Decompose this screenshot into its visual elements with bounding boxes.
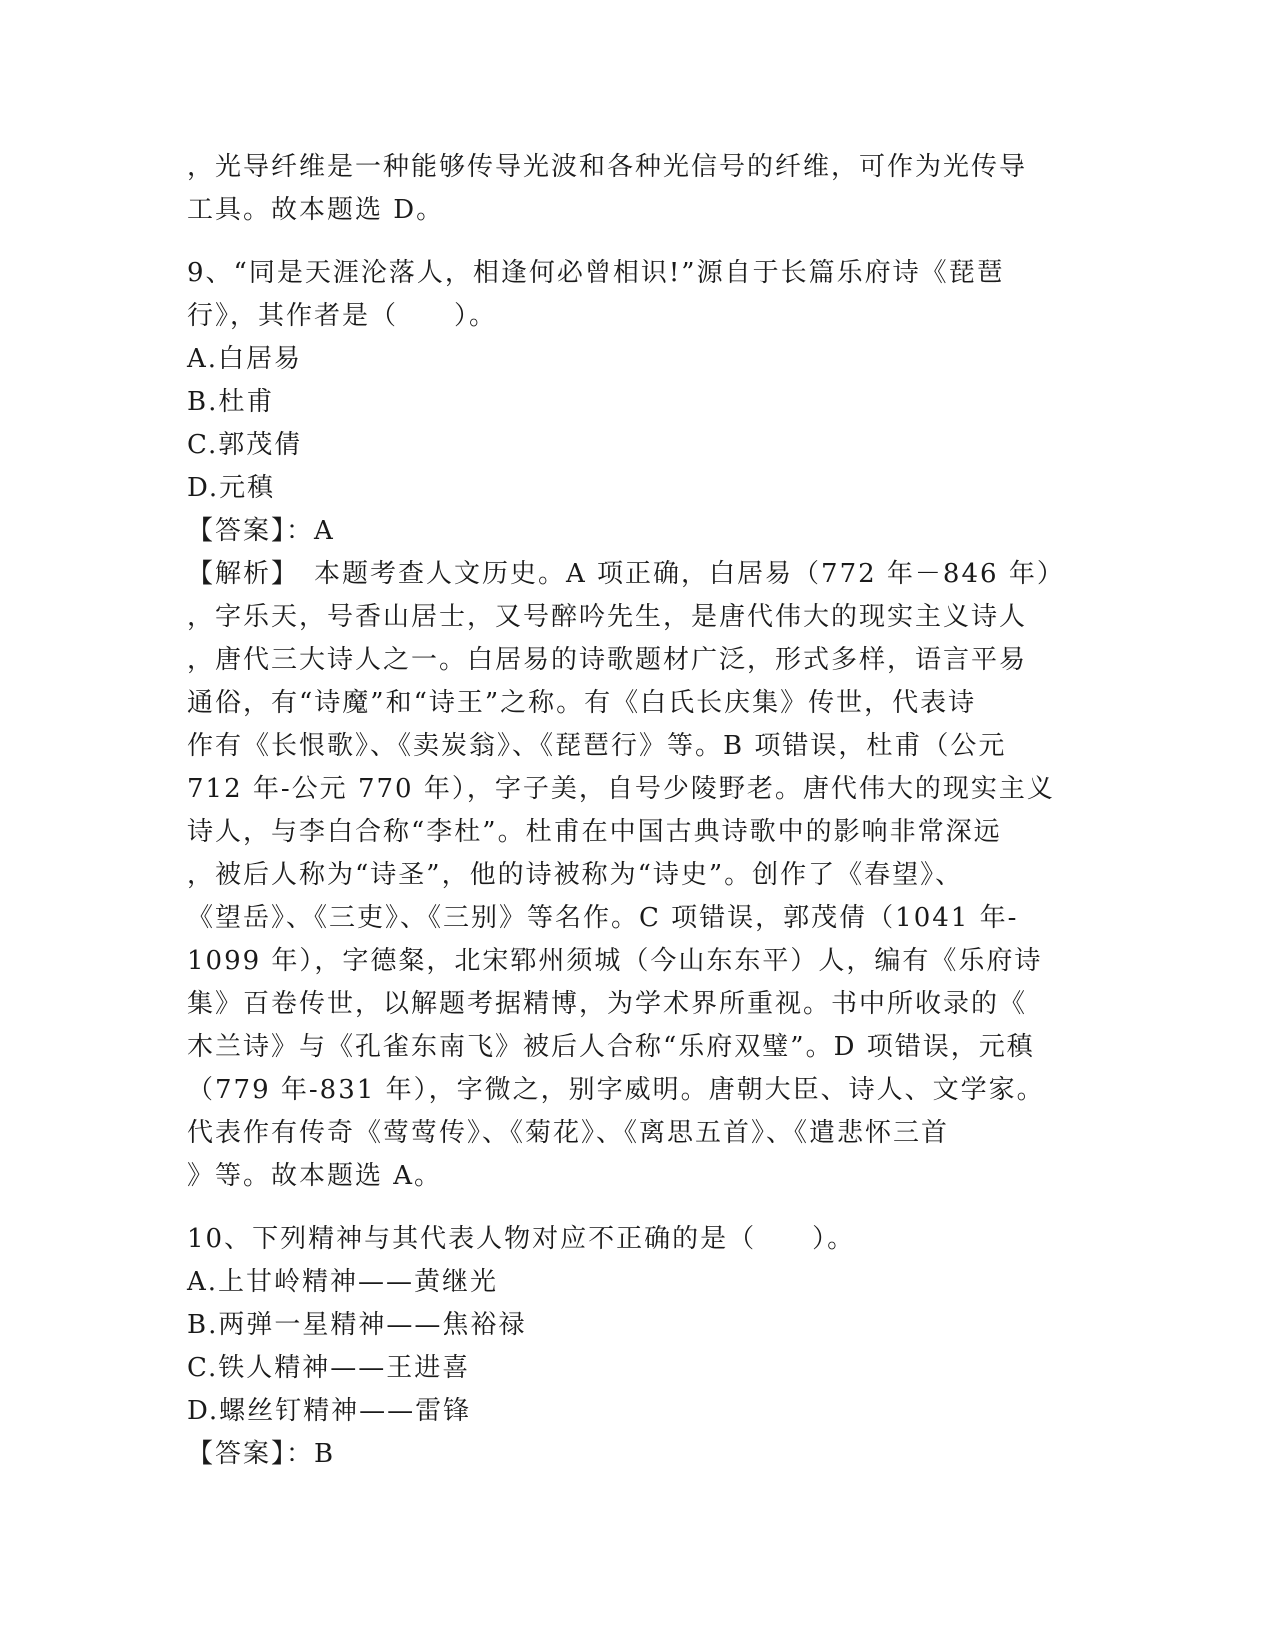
- intro-explanation-tail: [187, 146, 1087, 232]
- option-c: C.铁人精神——王进喜: [187, 1353, 471, 1383]
- text-line: ，光导纤维是一种能够传导光波和各种光信号的纤维，可作为光传导: [187, 152, 1028, 182]
- option-d: D.螺丝钉精神——雷锋: [187, 1396, 472, 1426]
- analysis-line: 》等。故本题选 A。: [187, 1161, 443, 1191]
- analysis-line: 木兰诗》与《孔雀东南飞》被后人合称“乐府双璧”。D 项错误，元稹: [187, 1032, 1035, 1062]
- analysis-line: ，字乐天，号香山居士，又号醉吟先生，是唐代伟大的现实主义诗人: [187, 602, 1028, 632]
- option-c: C.郭茂倩: [187, 430, 303, 460]
- answer-line: 【答案】：B: [187, 1439, 336, 1469]
- analysis-line: （779 年-831 年），字微之，别字威明。唐朝大臣、诗人、文学家。: [187, 1075, 1045, 1105]
- question-stem-line: 行》，其作者是（ ）。: [187, 301, 498, 331]
- option-a: A.白居易: [187, 344, 303, 374]
- answer-line: 【答案】：A: [187, 516, 335, 546]
- option-b: B.两弹一星精神——焦裕禄: [187, 1310, 527, 1340]
- analysis-line: 作有《长恨歌》、《卖炭翁》、《琵琶行》等。B 项错误，杜甫（公元: [187, 731, 1007, 761]
- analysis-line: 【解析】 本题考查人文历史。A 项正确，白居易（772 年－846 年）: [187, 559, 1065, 589]
- question-stem-line: 9、“同是天涯沦落人，相逢何必曾相识!”源自于长篇乐府诗《琵琶: [187, 258, 1005, 288]
- analysis-line: 代表作有传奇《莺莺传》、《菊花》、《离思五首》、《遣悲怀三首: [187, 1118, 950, 1148]
- analysis-line: 712 年-公元 770 年），字子美，自号少陵野老。唐代伟大的现实主义: [187, 774, 1055, 804]
- question-9: [187, 252, 1087, 1198]
- option-a: A.上甘岭精神——黄继光: [187, 1267, 499, 1297]
- analysis-line: 诗人，与李白合称“李杜”。杜甫在中国古典诗歌中的影响非常深远: [187, 817, 1002, 847]
- spacer: [187, 1198, 1087, 1218]
- option-d: D.元稹: [187, 473, 276, 503]
- analysis-line: 《望岳》、《三吏》、《三别》等名作。C 项错误，郭茂倩（1041 年-: [187, 903, 1019, 933]
- analysis-line: 通俗，有“诗魔”和“诗王”之称。有《白氏长庆集》传世，代表诗: [187, 688, 977, 718]
- question-stem-line: 10、下列精神与其代表人物对应不正确的是（ ）。: [187, 1224, 856, 1254]
- text-line: 工具。故本题选 D。: [187, 195, 445, 225]
- spacer: [187, 232, 1087, 252]
- analysis-line: 1099 年），字德粲，北宋郓州须城（今山东东平）人，编有《乐府诗: [187, 946, 1043, 976]
- document-page: [187, 146, 1087, 1476]
- analysis-line: ，唐代三大诗人之一。白居易的诗歌题材广泛，形式多样，语言平易: [187, 645, 1028, 675]
- analysis-line: ，被后人称为“诗圣”，他的诗被称为“诗史”。创作了《春望》、: [187, 860, 964, 890]
- analysis-line: 集》百卷传世，以解题考据精博，为学术界所重视。书中所收录的《: [187, 989, 1028, 1019]
- question-10: [187, 1218, 1087, 1476]
- option-b: B.杜甫: [187, 387, 275, 417]
